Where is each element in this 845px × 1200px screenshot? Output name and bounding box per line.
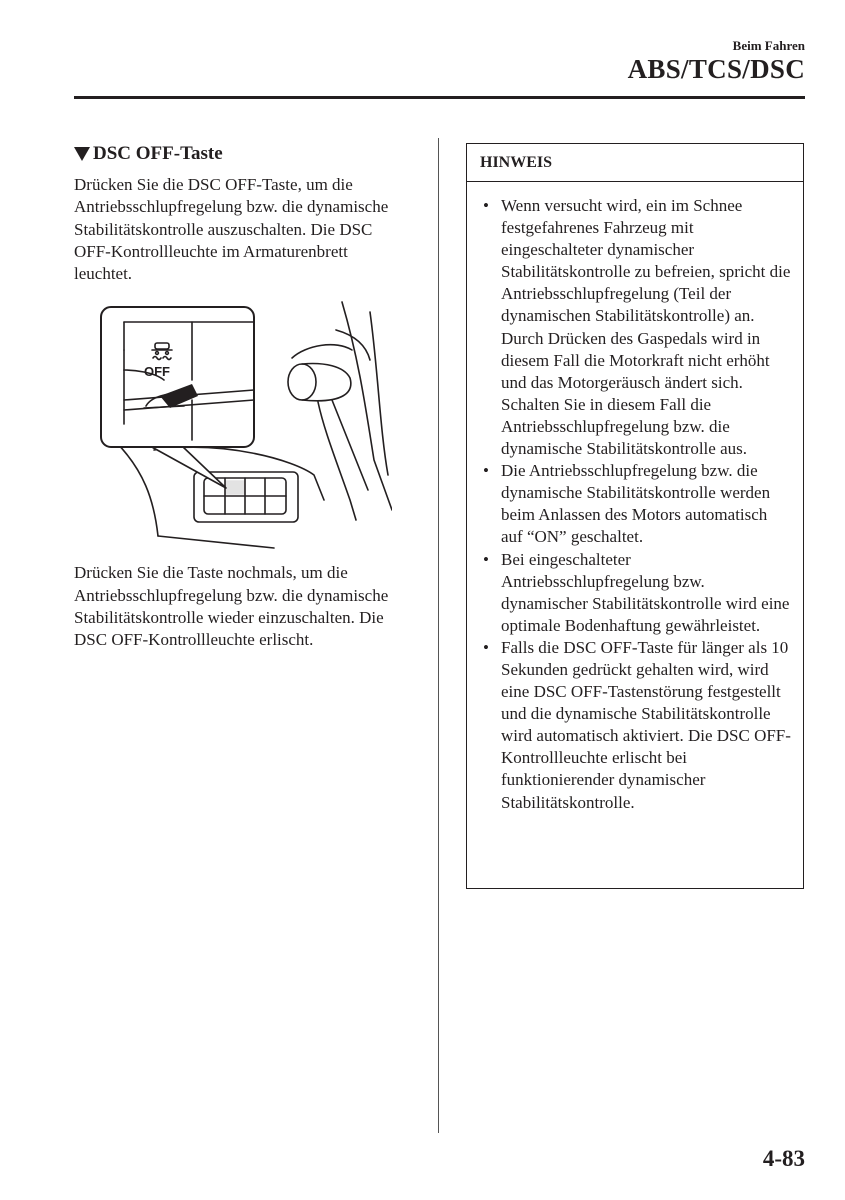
note-item-text: Bei eingeschalteter Antriebsschlupfregelung bzw. dynamischer Stabilitätskontrolle wird eine optimale Bodenhaftung gewährleistet. [501,549,790,635]
note-item [483,195,793,460]
bullet-icon: • [483,196,489,215]
chapter-label: Beim Fahren [732,38,805,53]
left-column [74,143,404,652]
header-rule [74,96,805,99]
section-heading [74,143,404,165]
note-title: HINWEIS [467,144,803,182]
note-box [466,143,804,889]
bullet-icon: • [483,637,489,657]
note-item-text: Falls die DSC OFF-Taste für länger als 10 Sekunden gedrückt gehalten wird, wird eine DSC OFF-Tastenstörung festgestellt und die dynamische Stabilitätskontrolle wird automatisch aktiviert. Die DSC OFF-Kontrollleuchte erlischt bei funktionierender dynamischer Stabilitätskontrolle. [501,637,791,812]
note-item [483,549,793,637]
note-item-text: Wenn versucht wird, ein im Schnee festgefahrenes Fahrzeug mit eingeschalteter dynamischer Stabilitätskontrolle zu befreien, spricht die Antriebsschlupfregelung (Teil der dynamischen Stabilitätskontrolle) an. Durch Drücken des Gaspedals wird in diesem Fall die Motorkraft nicht erhöht und das Motorgeräusch ändert sich. Schalten Sie in diesem Fall die Antriebsschlupfregelung bzw. die dynamische Stabilitätskontrolle aus. [501,196,791,459]
note-item-text: Die Antriebsschlupfregelung bzw. die dynamische Stabilitätskontrolle werden beim Anlassen des Motors automatisch auf “ON” geschaltet. [501,461,771,547]
note-item [483,460,793,548]
intro-paragraph: Drücken Sie die DSC OFF-Taste, um die Antriebsschlupfregelung bzw. die dynamische Stabilitätskontrolle auszuschalten. Die DSC OFF-Kontrollleuchte im Armaturenbrett leuchtet. [74,175,389,284]
page-number: 4-83 [762,1146,805,1171]
note-item [483,637,793,814]
dashboard-drawing [74,300,392,552]
dsc-switch-illustration [74,300,392,552]
bullet-icon: • [483,461,489,481]
section-heading-text: DSC OFF-Taste [93,143,223,164]
column-divider [438,138,439,1133]
triangle-marker-icon [74,147,90,161]
off-label: OFF [144,364,170,380]
bullet-icon: • [483,549,489,569]
second-paragraph: Drücken Sie die Taste nochmals, um die Antriebsschlupfregelung bzw. die dynamische Stabilitätskontrolle wieder einzuschalten. Die DSC OFF-Kontrollleuchte erlischt. [74,563,389,650]
note-list [467,182,803,814]
page-title: ABS/TCS/DSC [627,54,805,84]
